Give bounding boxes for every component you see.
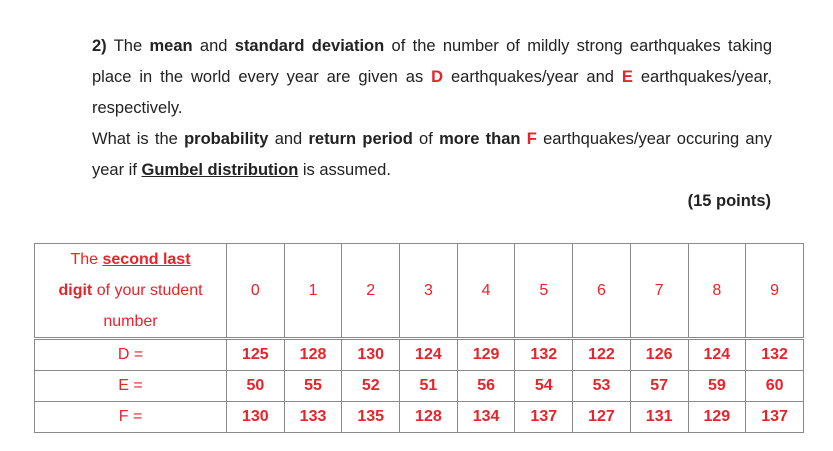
table-row-d [35, 339, 804, 371]
points-label: (15 points) [687, 192, 771, 210]
question-number: 2) [92, 37, 107, 55]
std-term: standard deviation [234, 37, 385, 55]
variable-e: E [621, 68, 633, 86]
value-cell: 129 [457, 339, 515, 371]
row-label: E = [35, 371, 227, 402]
value-cell: 60 [746, 371, 804, 402]
value-cell: 54 [515, 371, 573, 402]
table-header-row [35, 244, 804, 339]
mean-term: mean [149, 37, 193, 55]
variable-f: F [526, 130, 537, 148]
text: earthquakes/year occuring any year if [92, 130, 773, 179]
text: of your student number [96, 282, 203, 330]
value-cell: 55 [284, 371, 342, 402]
value-cell: 51 [400, 371, 458, 402]
text: The [113, 37, 143, 55]
value-cell: 130 [227, 402, 285, 433]
value-cell: 130 [342, 339, 400, 371]
value-cell: 59 [688, 371, 746, 402]
text: earthquakes/year and [451, 68, 614, 86]
value-cell: 125 [227, 339, 285, 371]
value-cell: 127 [573, 402, 631, 433]
digit-cell: 6 [573, 244, 631, 339]
digit-term: digit [58, 282, 93, 299]
text: of [419, 130, 433, 148]
digit-cell: 2 [342, 244, 400, 339]
row-label: D = [35, 339, 227, 371]
text: The [70, 251, 99, 268]
digit-cell: 8 [688, 244, 746, 339]
gumbel-term: Gumbel distribution [141, 161, 299, 179]
value-cell: 135 [342, 402, 400, 433]
data-table [34, 243, 804, 433]
digit-cell: 1 [284, 244, 342, 339]
text: earthquakes/year, respectively. [92, 68, 773, 117]
more-than-term: more than [439, 130, 521, 148]
return-period-term: return period [308, 130, 413, 148]
value-cell: 50 [227, 371, 285, 402]
text: and [274, 130, 303, 148]
value-cell: 131 [630, 402, 688, 433]
value-cell: 129 [688, 402, 746, 433]
value-cell: 122 [573, 339, 631, 371]
second-last-term: second last [102, 251, 191, 268]
row-label: F = [35, 402, 227, 433]
value-cell: 134 [457, 402, 515, 433]
value-cell: 133 [284, 402, 342, 433]
value-cell: 128 [400, 402, 458, 433]
value-cell: 124 [688, 339, 746, 371]
question-paragraph-2 [92, 124, 772, 186]
value-cell: 126 [630, 339, 688, 371]
variable-d: D [431, 68, 444, 86]
value-cell: 132 [515, 339, 573, 371]
value-cell: 124 [400, 339, 458, 371]
text: and [199, 37, 228, 55]
digit-cell: 7 [630, 244, 688, 339]
text: of the number of mildly strong earthquakes taking place in the world every year are given as [92, 37, 773, 86]
value-cell: 137 [746, 402, 804, 433]
question-paragraph-1 [92, 31, 772, 124]
table-row-f [35, 402, 804, 433]
digit-cell: 4 [457, 244, 515, 339]
table-row-e [35, 371, 804, 402]
digit-cell: 5 [515, 244, 573, 339]
digit-cell: 9 [746, 244, 804, 339]
value-cell: 52 [342, 371, 400, 402]
value-cell: 57 [630, 371, 688, 402]
value-cell: 53 [573, 371, 631, 402]
probability-term: probability [184, 130, 269, 148]
value-cell: 137 [515, 402, 573, 433]
text: What is the [92, 130, 178, 148]
value-cell: 128 [284, 339, 342, 371]
digit-cell: 0 [227, 244, 285, 339]
digit-cell: 3 [400, 244, 458, 339]
value-cell: 56 [457, 371, 515, 402]
value-cell: 132 [746, 339, 804, 371]
text: is assumed. [302, 161, 391, 179]
header-label-cell [35, 244, 227, 339]
